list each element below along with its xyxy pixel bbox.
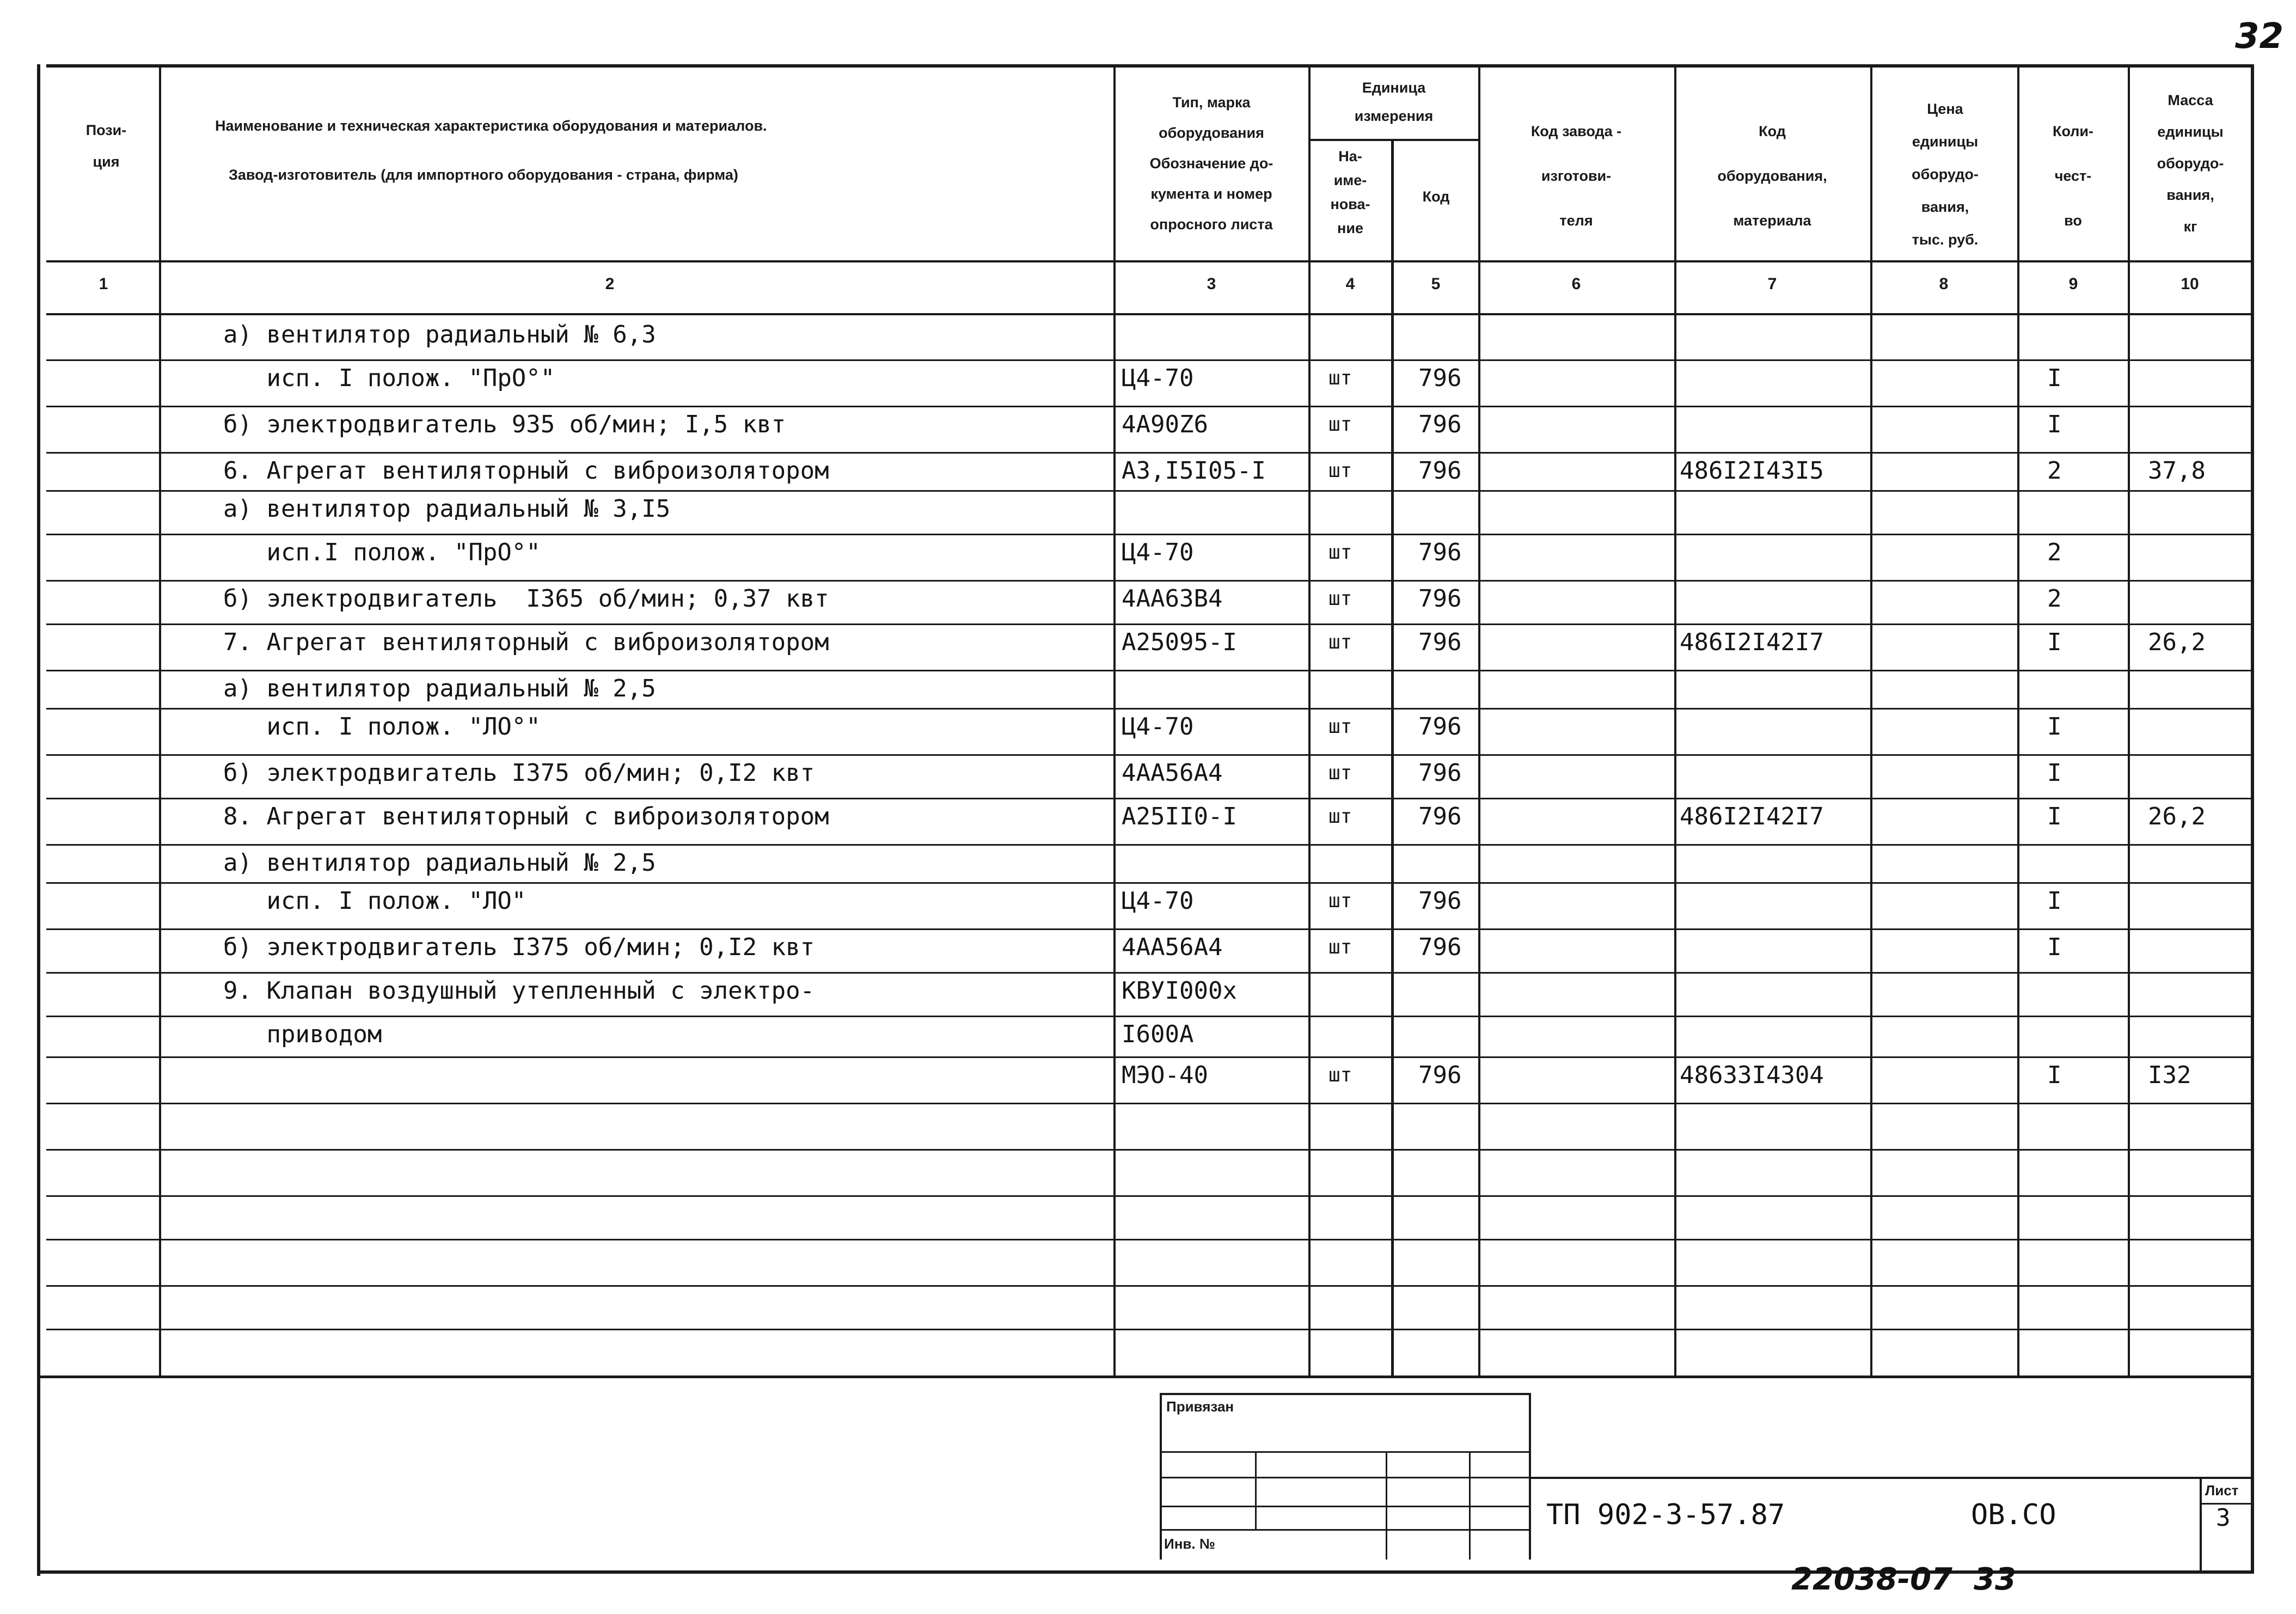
row-line <box>46 359 2251 361</box>
row-type: А3,I5I05-I <box>1122 457 1266 485</box>
row-line <box>46 670 2251 671</box>
row-name: а) вентилятор радиальный № 6,3 <box>223 321 656 349</box>
row-line <box>46 1056 2251 1058</box>
row-mass: 26,2 <box>2148 803 2206 830</box>
row-line <box>46 490 2251 492</box>
row-name: б) электродвигатель I365 об/мин; 0,37 квт <box>223 585 829 613</box>
column-number-9: 9 <box>2068 275 2078 293</box>
row-unit: шт <box>1328 762 1352 784</box>
header-equipment-code: Код оборудования, материала <box>1717 123 1827 229</box>
numbers-line <box>46 313 2254 315</box>
row-type: 4АА56А4 <box>1122 759 1223 787</box>
row-code: 796 <box>1418 713 1462 741</box>
header-mass: Масса единицы оборудо- вания, кг <box>2157 92 2224 235</box>
row-unit: шт <box>1328 890 1352 912</box>
row-line <box>46 623 2251 625</box>
col-line-7 <box>1870 64 1872 1377</box>
row-quantity: I <box>2047 628 2062 656</box>
doc-code: ТП 902-3-57.87 <box>1546 1499 1785 1531</box>
row-unit: шт <box>1328 588 1352 610</box>
row-code: 796 <box>1418 457 1462 485</box>
table-end-line <box>37 1375 2254 1378</box>
row-code: 796 <box>1418 803 1462 830</box>
header-position: Пози- ция <box>85 122 127 170</box>
sheet-value: 3 <box>2216 1504 2231 1532</box>
stamp-row3 <box>1160 1506 1530 1507</box>
row-quantity: I <box>2047 887 2062 915</box>
row-name: а) вентилятор радиальный № 2,5 <box>223 849 656 877</box>
row-line <box>46 534 2251 535</box>
row-type: Ц4-70 <box>1122 364 1194 392</box>
row-unit: шт <box>1328 413 1352 436</box>
row-line <box>46 1016 2251 1017</box>
header-name-line2: Завод-изготовитель (для импортного оборудования - страна, фирма) <box>229 167 738 183</box>
row-type: 4АА63В4 <box>1122 585 1223 613</box>
row-code: 796 <box>1418 628 1462 656</box>
row-line <box>46 972 2251 974</box>
col-line-6 <box>1674 64 1676 1377</box>
row-equipment-code: 486I2I43I5 <box>1680 457 1824 485</box>
stamp-v3 <box>1469 1451 1471 1560</box>
header-unit-name: На- име- нова- ние <box>1330 148 1370 236</box>
column-number-5: 5 <box>1431 275 1441 293</box>
row-mass: 26,2 <box>2148 628 2206 656</box>
row-line <box>46 1195 2251 1197</box>
row-line <box>46 844 2251 846</box>
row-quantity: 2 <box>2047 457 2062 485</box>
col-line-9 <box>2128 64 2130 1377</box>
row-type: Ц4-70 <box>1122 539 1194 566</box>
row-line <box>46 928 2251 930</box>
header-name-line1: Наименование и техническая характеристика оборудования и материалов. <box>215 118 767 134</box>
sheet-label: Лист <box>2205 1482 2239 1499</box>
row-line <box>46 1149 2251 1151</box>
row-code: 796 <box>1418 887 1462 915</box>
row-equipment-code: 486I2I42I7 <box>1680 803 1824 830</box>
row-unit: шт <box>1328 716 1352 738</box>
row-line <box>46 1103 2251 1104</box>
row-name: исп.I полож. "ПрО°" <box>223 539 541 566</box>
stamp-v1 <box>1255 1451 1257 1530</box>
row-code: 796 <box>1418 1061 1462 1089</box>
stamp-row4 <box>1160 1529 1530 1531</box>
row-unit: шт <box>1328 541 1352 564</box>
section-code: ОВ.СО <box>1971 1499 2056 1531</box>
row-equipment-code: 48633I4304 <box>1680 1061 1824 1089</box>
header-quantity: Коли- чест- во <box>2052 123 2094 229</box>
row-line <box>46 754 2251 756</box>
row-unit: шт <box>1328 631 1352 653</box>
row-name: исп. I полож. "ЛО" <box>223 887 526 915</box>
row-type: МЭО-40 <box>1122 1061 1208 1089</box>
header-type: Тип, марка оборудования Обозначение до- кумента и номер опросного листа <box>1149 94 1273 233</box>
column-number-1: 1 <box>99 275 108 293</box>
title-block-top <box>1529 1477 2253 1479</box>
row-code: 796 <box>1418 539 1462 566</box>
column-number-8: 8 <box>1939 275 1949 293</box>
row-type: КВУI000х <box>1122 977 1237 1005</box>
header-factory-code: Код завода - изготови- теля <box>1530 123 1622 229</box>
stamp-left <box>1160 1393 1162 1560</box>
row-code: 796 <box>1418 933 1462 961</box>
row-equipment-code: 486I2I42I7 <box>1680 628 1824 656</box>
row-type: 4АА56А4 <box>1122 933 1223 961</box>
frame-left <box>37 64 40 1576</box>
page-number: 32 <box>2235 16 2284 57</box>
row-quantity: I <box>2047 364 2062 392</box>
row-name: а) вентилятор радиальный № 2,5 <box>223 675 656 702</box>
row-type: А25II0-I <box>1122 803 1237 830</box>
row-unit: шт <box>1328 460 1352 482</box>
row-name: б) электродвигатель I375 об/мин; 0,I2 квт <box>223 933 815 961</box>
row-code: 796 <box>1418 411 1462 438</box>
row-quantity: I <box>2047 759 2062 787</box>
col-line-8 <box>2017 64 2019 1377</box>
row-name: а) вентилятор радиальный № 3,I5 <box>223 495 671 523</box>
row-line <box>46 1239 2251 1240</box>
row-line <box>46 798 2251 799</box>
row-quantity: I <box>2047 933 2062 961</box>
stamp-privyazan: Привязан <box>1166 1398 1234 1415</box>
row-name: 8. Агрегат вентиляторный с виброизолятором <box>223 803 829 830</box>
row-quantity: 2 <box>2047 539 2062 566</box>
row-quantity: 2 <box>2047 585 2062 613</box>
row-mass: I32 <box>2148 1061 2191 1089</box>
row-name: 9. Клапан воздушный утепленный с электро- <box>223 977 815 1005</box>
stamp-top <box>1160 1393 1530 1395</box>
row-code: 796 <box>1418 759 1462 787</box>
row-name: исп. I полож. "ПрО°" <box>223 364 555 392</box>
row-line <box>46 882 2251 884</box>
row-type: 4А90Z6 <box>1122 411 1208 438</box>
row-quantity: I <box>2047 803 2062 830</box>
row-name: исп. I полож. "ЛО°" <box>223 713 541 741</box>
stamp-row1 <box>1160 1451 1530 1453</box>
col-line-1 <box>159 64 161 1377</box>
row-line <box>46 406 2251 407</box>
col-line-2 <box>1113 64 1116 1377</box>
row-line <box>46 1285 2251 1287</box>
unit-divider <box>1308 139 1478 141</box>
row-line <box>46 708 2251 710</box>
row-type: I600А <box>1122 1020 1194 1048</box>
row-unit: шт <box>1328 805 1352 828</box>
row-type: Ц4-70 <box>1122 887 1194 915</box>
row-name: б) электродвигатель 935 об/мин; I,5 квт <box>223 411 786 438</box>
row-unit: шт <box>1328 367 1352 389</box>
column-number-3: 3 <box>1207 275 1216 293</box>
frame-right <box>2251 64 2254 1570</box>
row-unit: шт <box>1328 1064 1352 1086</box>
row-mass: 37,8 <box>2148 457 2206 485</box>
stamp-inv: Инв. № <box>1164 1536 1215 1552</box>
row-quantity: I <box>2047 1061 2062 1089</box>
col-line-4 <box>1391 139 1394 1377</box>
stamp-row2 <box>1160 1477 1530 1478</box>
header-unit-code: Код <box>1422 188 1450 205</box>
column-number-2: 2 <box>605 275 615 293</box>
row-unit: шт <box>1328 936 1352 958</box>
header-line <box>46 260 2254 262</box>
stamp-mid <box>1529 1393 1531 1560</box>
row-name: 7. Агрегат вентиляторный с виброизолятором <box>223 628 829 656</box>
row-type: Ц4-70 <box>1122 713 1194 741</box>
header-price: Цена единицы оборудо- вания, тыс. руб. <box>1912 101 1979 248</box>
footer-number: 22038-07 33 <box>1791 1562 2016 1597</box>
row-quantity: I <box>2047 713 2062 741</box>
row-line <box>46 452 2251 454</box>
column-number-6: 6 <box>1571 275 1581 293</box>
column-number-10: 10 <box>2181 275 2199 293</box>
column-number-4: 4 <box>1345 275 1355 293</box>
header-unit: Единица измерения <box>1354 80 1434 124</box>
frame-top <box>46 64 2254 68</box>
row-line <box>46 1329 2251 1330</box>
row-code: 796 <box>1418 585 1462 613</box>
row-type: А25095-I <box>1122 628 1237 656</box>
column-number-7: 7 <box>1767 275 1777 293</box>
col-line-5 <box>1478 64 1480 1377</box>
col-line-3 <box>1308 64 1311 1377</box>
row-quantity: I <box>2047 411 2062 438</box>
row-line <box>46 580 2251 582</box>
row-name: приводом <box>223 1020 382 1048</box>
row-code: 796 <box>1418 364 1462 392</box>
row-name: б) электродвигатель I375 об/мин; 0,I2 квт <box>223 759 815 787</box>
stamp-v2 <box>1386 1451 1387 1560</box>
sheet-box-left <box>2200 1477 2202 1573</box>
row-name: 6. Агрегат вентиляторный с виброизолятором <box>223 457 829 485</box>
